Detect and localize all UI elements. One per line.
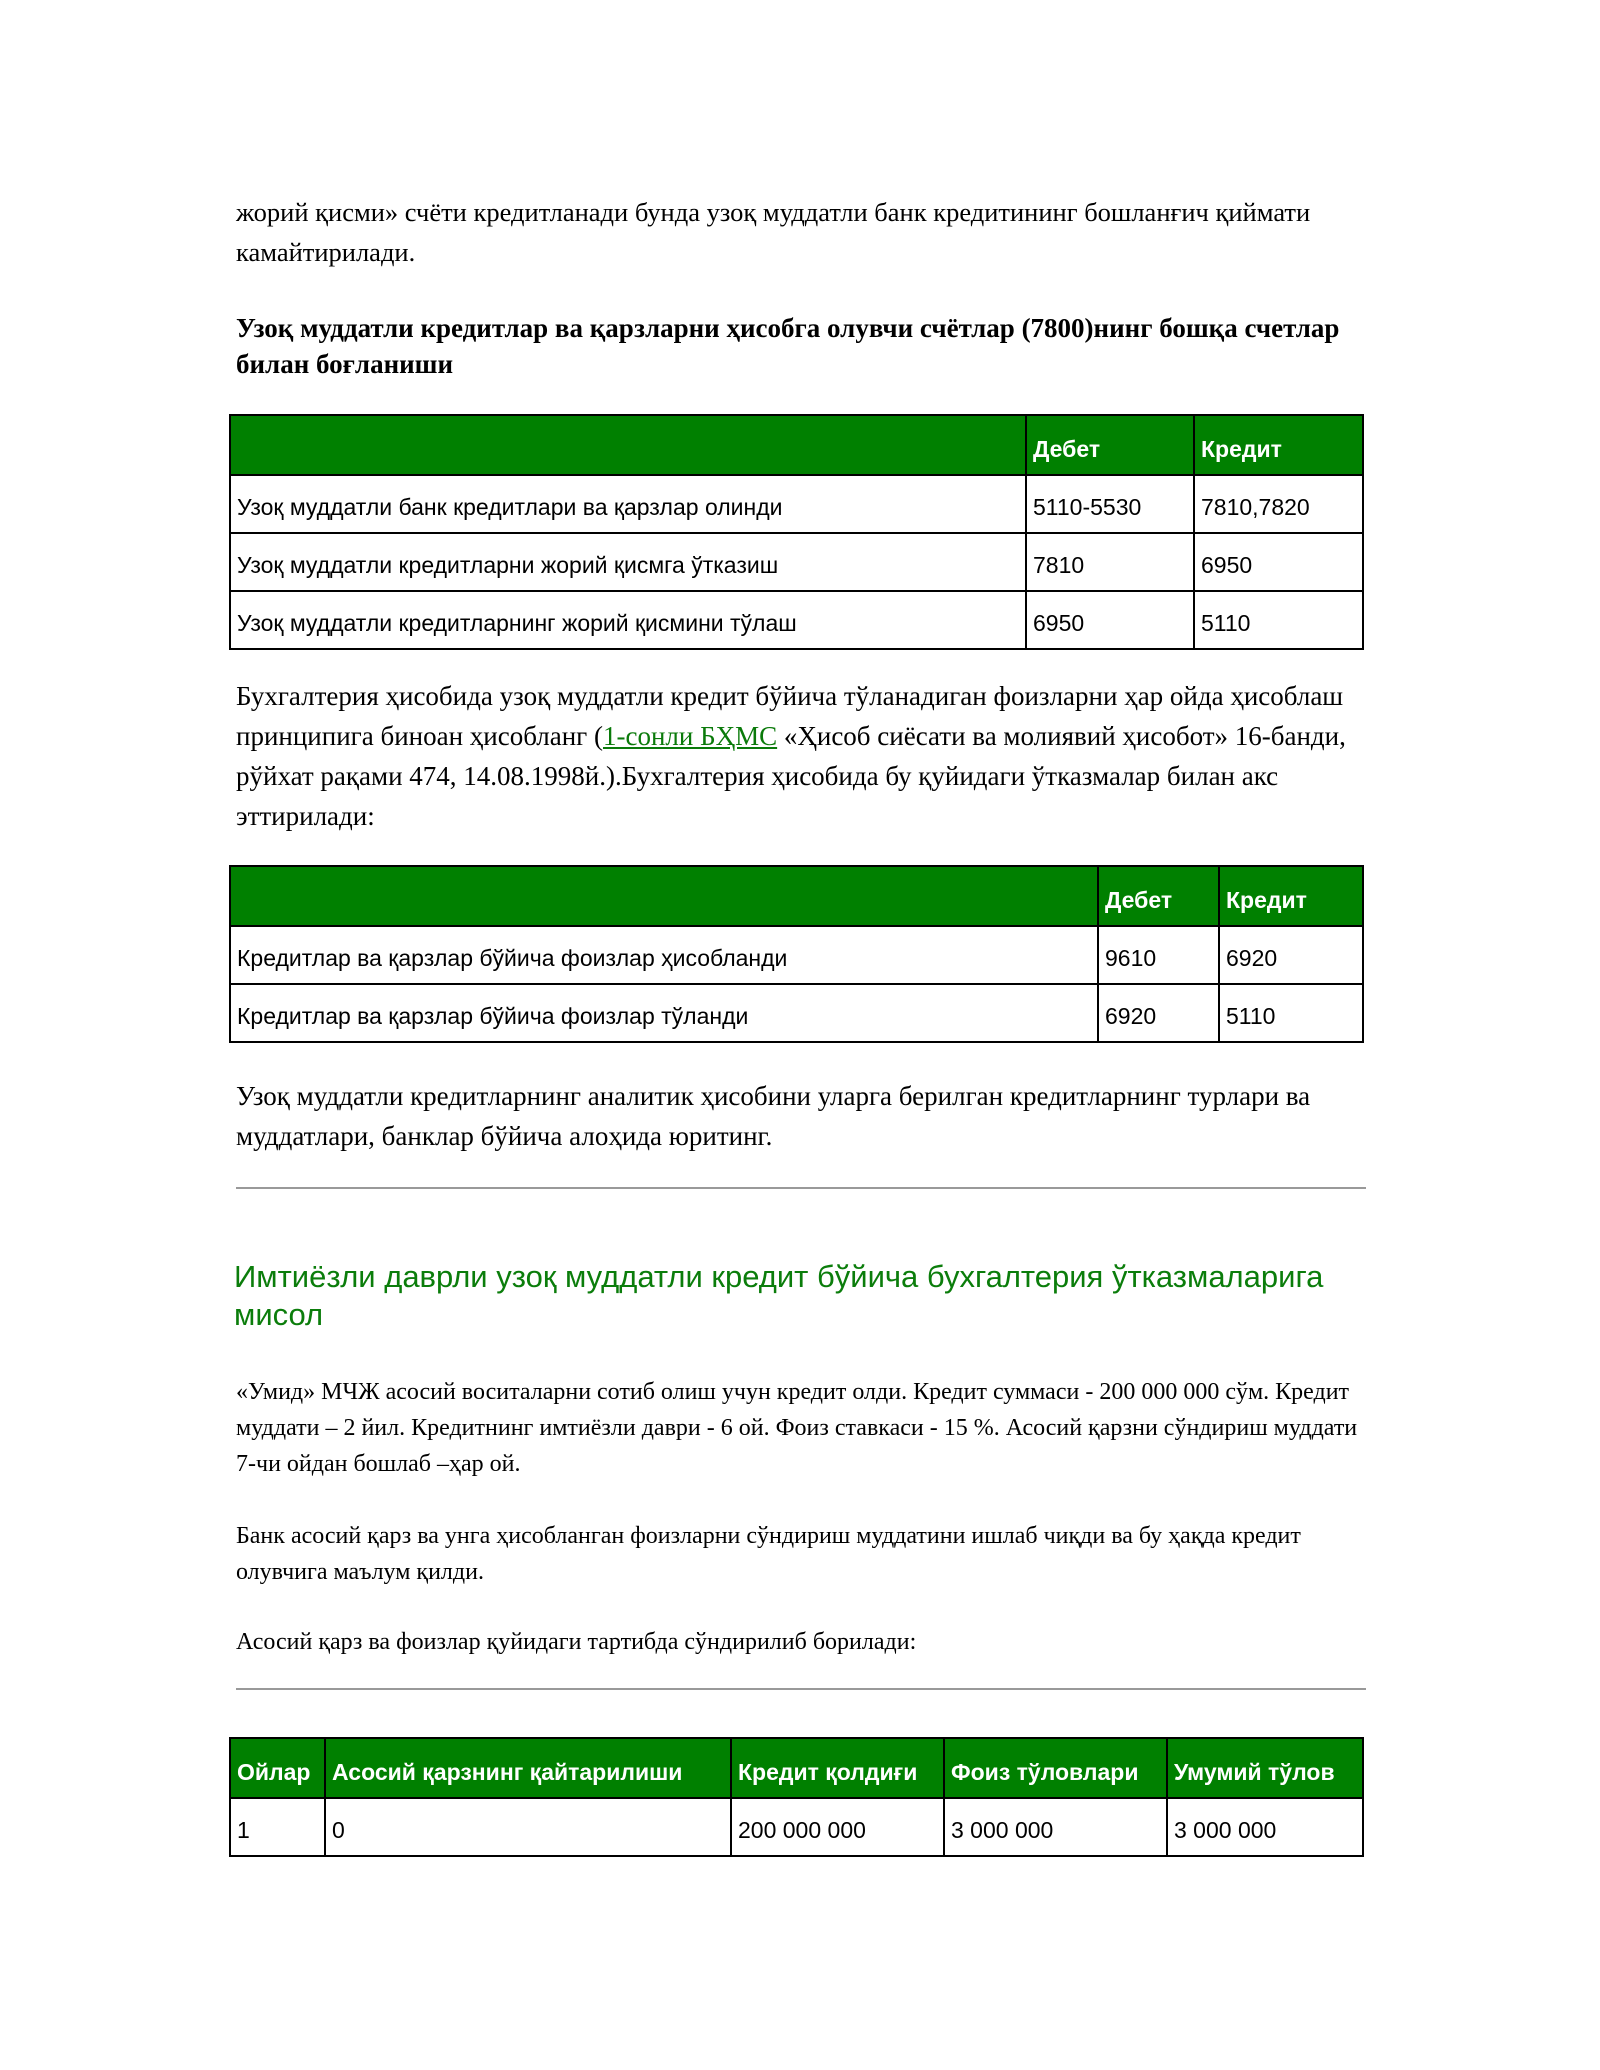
table-header-balance: Кредит қолдиғи [731, 1738, 944, 1798]
interest-text-start: Бухгалтерия ҳисобида узоқ муддатли кредит бўйича тўланадиган фоизларни ҳар ойда ҳисоблаш принципига биноан ҳисобланг ( [236, 681, 1344, 751]
section-heading-accounts: Узоқ муддатли кредитлар ва қарзларни ҳисобга олувчи счётлар (7800)нинг бошқа счетлар билан боғланиши [236, 313, 1340, 379]
table-header-debit: Дебет [1026, 415, 1194, 475]
table-header-cell [230, 866, 1098, 926]
credit-cell: 6950 [1194, 533, 1363, 591]
example-heading: Имтиёзли даврли узоқ муддатли кредит бўйича бухгалтерия ўтказмаларига мисол [234, 1259, 1324, 1332]
interest-table [229, 865, 1364, 1043]
table-row [230, 533, 1363, 591]
debit-cell: 6920 [1098, 984, 1219, 1042]
analytics-paragraph: Узоқ муддатли кредитларнинг аналитик ҳисобини уларга берилган кредитларнинг турлари ва муддатлари, банклар бўйича алоҳида юритинг. [236, 1081, 1311, 1151]
month-cell: 1 [230, 1798, 325, 1856]
bank-paragraph: Банк асосий қарз ва унга ҳисобланган фоизларни сўндириш муддатини ишлаб чиқди ва бу ҳақда кредит олувчига маълум қилди. [236, 1523, 1301, 1585]
divider [236, 1688, 1366, 1690]
intro-paragraph: жорий қисми» счёти кредитланади бунда узоқ муддатли банк кредитининг бошланғич қиймати камайтирилади. [236, 197, 1311, 267]
debit-cell: 5110-5530 [1026, 475, 1194, 533]
credit-cell: 5110 [1194, 591, 1363, 649]
debit-cell: 9610 [1098, 926, 1219, 984]
operation-cell: Узоқ муддатли банк кредитлари ва қарзлар олинди [230, 475, 1026, 533]
schedule-intro: Асосий қарз ва фоизлар қуйидаги тартибда сўндирилиб борилади: [236, 1629, 917, 1655]
interest-text-end: «Ҳисоб сиёсати ва молиявий ҳисобот» 16-банди, рўйхат рақами 474, 14.08.1998й.).Бухгалтерия ҳисобида бу қуйидаги ўтказмалар билан акс эттирилади: [236, 721, 1346, 831]
table-header-cell [230, 415, 1026, 475]
table-row [230, 984, 1363, 1042]
table-header-credit: Кредит [1219, 866, 1363, 926]
table-row [230, 1798, 1363, 1856]
operation-cell: Кредитлар ва қарзлар бўйича фоизлар ҳисобланди [230, 926, 1098, 984]
interest-cell: 3 000 000 [944, 1798, 1167, 1856]
balance-cell: 200 000 000 [731, 1798, 944, 1856]
bhms-link[interactable]: 1-сонли БҲМС [603, 721, 778, 751]
debit-cell: 7810 [1026, 533, 1194, 591]
table-header-row [230, 1738, 1363, 1798]
divider [236, 1187, 1366, 1189]
debit-cell: 6950 [1026, 591, 1194, 649]
table-header-interest: Фоиз тўловлари [944, 1738, 1167, 1798]
table-header-months: Ойлар [230, 1738, 325, 1798]
accounts-table [229, 414, 1364, 650]
table-header-row [230, 415, 1363, 475]
table-row [230, 475, 1363, 533]
credit-cell: 6920 [1219, 926, 1363, 984]
table-row [230, 591, 1363, 649]
principal-cell: 0 [325, 1798, 731, 1856]
credit-cell: 7810,7820 [1194, 475, 1363, 533]
credit-cell: 5110 [1219, 984, 1363, 1042]
table-header-row [230, 866, 1363, 926]
table-header-debit: Дебет [1098, 866, 1219, 926]
operation-cell: Кредитлар ва қарзлар бўйича фоизлар тўланди [230, 984, 1098, 1042]
table-header-credit: Кредит [1194, 415, 1363, 475]
table-row [230, 926, 1363, 984]
table-header-principal: Асосий қарзнинг қайтарилиши [325, 1738, 731, 1798]
interest-paragraph [236, 676, 1376, 836]
operation-cell: Узоқ муддатли кредитларнинг жорий қисмини тўлаш [230, 591, 1026, 649]
total-cell: 3 000 000 [1167, 1798, 1363, 1856]
example-paragraph: «Умид» МЧЖ асосий воситаларни сотиб олиш учун кредит олди. Кредит суммаси - 200 000 000 сўм. Кредит муддати – 2 йил. Кредитнинг имтиёзли даври - 6 ой. Фоиз ставкаси - 15 %. Асосий қарзни сўндириш муддати 7-чи ойдан бошлаб –ҳар ой. [236, 1379, 1358, 1477]
table-header-total: Умумий тўлов [1167, 1738, 1363, 1798]
repayment-schedule-table [229, 1737, 1364, 1857]
operation-cell: Узоқ муддатли кредитларни жорий қисмга ўтказиш [230, 533, 1026, 591]
